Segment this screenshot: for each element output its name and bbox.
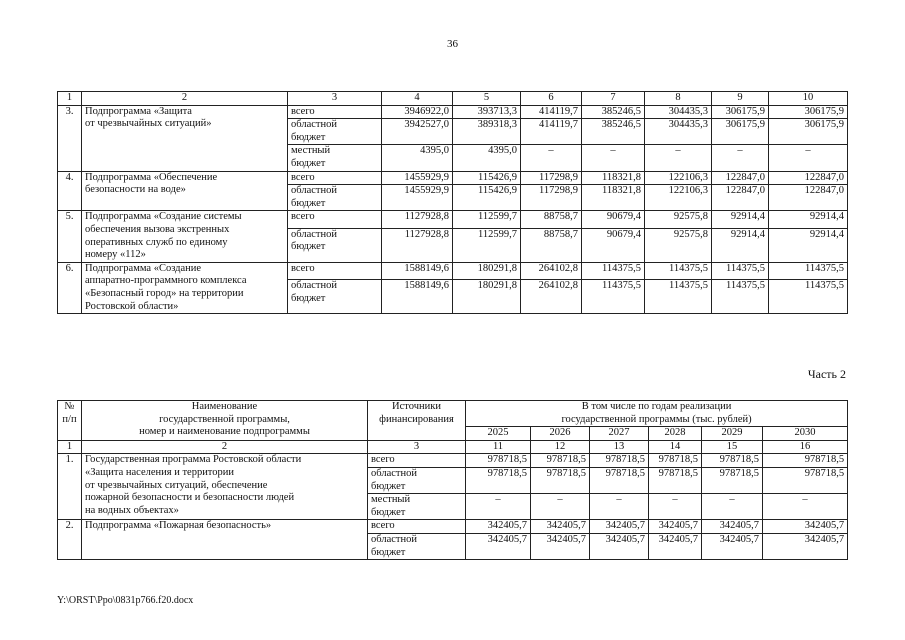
- amount-cell: 393713,3: [453, 105, 521, 119]
- amount-cell: 112599,7: [453, 228, 521, 262]
- column-index: 2: [82, 440, 368, 454]
- table-row: [58, 454, 848, 468]
- row-number: 5.: [58, 211, 82, 262]
- amount-cell: 1455929,9: [382, 171, 453, 185]
- funding-source: областной бюджет: [288, 280, 382, 314]
- table-row: [58, 520, 848, 534]
- amount-cell: 114375,5: [712, 262, 769, 280]
- amount-cell: 389318,3: [453, 119, 521, 145]
- amount-cell: 114375,5: [645, 262, 712, 280]
- funding-table-part-2: [57, 400, 848, 560]
- amount-cell: 978718,5: [590, 467, 649, 493]
- program-name: Государственная программа Ростовской области «Защита населения и территории от чрезвычайных ситуаций, обеспечение пожарной безопасности и безопасности людей на водных объектах»: [82, 454, 368, 520]
- part-title: Часть 2: [807, 367, 846, 381]
- program-name: Подпрограмма «Создание аппаратно-программного комплекса «Безопасный город» на территории Ростовской области»: [82, 262, 288, 313]
- funding-source: местный бюджет: [288, 145, 382, 171]
- funding-source: областной бюджет: [288, 119, 382, 145]
- program-name: Подпрограмма «Обеспечение безопасности на воде»: [82, 171, 288, 211]
- amount-cell: 1588149,6: [382, 280, 453, 314]
- amount-cell: 342405,7: [702, 533, 763, 559]
- table-row: [58, 92, 848, 106]
- amount-cell: –: [590, 494, 649, 520]
- amount-cell: 414119,7: [521, 119, 582, 145]
- amount-cell: –: [702, 494, 763, 520]
- amount-cell: –: [763, 494, 848, 520]
- amount-cell: 978718,5: [649, 467, 702, 493]
- amount-cell: 114375,5: [582, 262, 645, 280]
- amount-cell: 92914,4: [712, 211, 769, 229]
- amount-cell: –: [712, 145, 769, 171]
- funding-source: всего: [368, 454, 466, 468]
- amount-cell: 385246,5: [582, 119, 645, 145]
- row-number: 4.: [58, 171, 82, 211]
- amount-cell: 264102,8: [521, 280, 582, 314]
- header-source: Источники финансирования: [368, 401, 466, 441]
- amount-cell: 88758,7: [521, 211, 582, 229]
- column-index: 16: [763, 440, 848, 454]
- column-index: 2: [82, 92, 288, 106]
- amount-cell: 117298,9: [521, 185, 582, 211]
- header-years-title: В том числе по годам реализации государственной программы (тыс. рублей): [466, 401, 848, 427]
- amount-cell: 342405,7: [466, 520, 531, 534]
- amount-cell: 118321,8: [582, 171, 645, 185]
- amount-cell: 92914,4: [769, 211, 848, 229]
- funding-source: всего: [368, 520, 466, 534]
- column-index: 15: [702, 440, 763, 454]
- table-row: [58, 440, 848, 454]
- column-index: 11: [466, 440, 531, 454]
- amount-cell: 342405,7: [702, 520, 763, 534]
- amount-cell: 118321,8: [582, 185, 645, 211]
- amount-cell: 978718,5: [590, 454, 649, 468]
- column-index: 6: [521, 92, 582, 106]
- amount-cell: 114375,5: [769, 262, 848, 280]
- column-index: 1: [58, 92, 82, 106]
- amount-cell: 978718,5: [466, 467, 531, 493]
- amount-cell: 342405,7: [531, 533, 590, 559]
- amount-cell: 342405,7: [590, 520, 649, 534]
- funding-table-part-1: [57, 91, 848, 314]
- header-year: 2027: [590, 427, 649, 441]
- column-index: 10: [769, 92, 848, 106]
- amount-cell: 306175,9: [712, 105, 769, 119]
- amount-cell: 115426,9: [453, 171, 521, 185]
- column-index: 3: [368, 440, 466, 454]
- amount-cell: 92914,4: [712, 228, 769, 262]
- amount-cell: 978718,5: [702, 467, 763, 493]
- table-row: [58, 105, 848, 119]
- funding-source: областной бюджет: [288, 228, 382, 262]
- amount-cell: 414119,7: [521, 105, 582, 119]
- amount-cell: 306175,9: [712, 119, 769, 145]
- program-name: Подпрограмма «Защита от чрезвычайных ситуаций»: [82, 105, 288, 171]
- amount-cell: 978718,5: [466, 454, 531, 468]
- amount-cell: 385246,5: [582, 105, 645, 119]
- header-year: 2026: [531, 427, 590, 441]
- amount-cell: 304435,3: [645, 105, 712, 119]
- amount-cell: 342405,7: [649, 533, 702, 559]
- amount-cell: 306175,9: [769, 119, 848, 145]
- amount-cell: 3942527,0: [382, 119, 453, 145]
- amount-cell: 978718,5: [763, 454, 848, 468]
- amount-cell: 978718,5: [531, 454, 590, 468]
- amount-cell: 342405,7: [763, 520, 848, 534]
- row-number: 3.: [58, 105, 82, 171]
- table-row: [58, 262, 848, 280]
- amount-cell: 180291,8: [453, 280, 521, 314]
- amount-cell: –: [531, 494, 590, 520]
- program-name: Подпрограмма «Создание системы обеспечения вызова экстренных оперативных служб по единому номеру «112»: [82, 211, 288, 262]
- table-row: [58, 211, 848, 229]
- amount-cell: 1127928,8: [382, 211, 453, 229]
- amount-cell: –: [466, 494, 531, 520]
- funding-source: местный бюджет: [368, 494, 466, 520]
- column-index: 4: [382, 92, 453, 106]
- amount-cell: 342405,7: [649, 520, 702, 534]
- amount-cell: 342405,7: [531, 520, 590, 534]
- amount-cell: 122847,0: [769, 185, 848, 211]
- amount-cell: 180291,8: [453, 262, 521, 280]
- footer-file-path: Y:\ORST\Ppo\0831p766.f20.docx: [57, 595, 194, 606]
- amount-cell: 122847,0: [712, 171, 769, 185]
- amount-cell: 1588149,6: [382, 262, 453, 280]
- amount-cell: –: [769, 145, 848, 171]
- amount-cell: 92575,8: [645, 211, 712, 229]
- amount-cell: 342405,7: [466, 533, 531, 559]
- column-index: 9: [712, 92, 769, 106]
- amount-cell: 4395,0: [453, 145, 521, 171]
- amount-cell: 3946922,0: [382, 105, 453, 119]
- funding-source: областной бюджет: [368, 533, 466, 559]
- header-year: 2028: [649, 427, 702, 441]
- amount-cell: 114375,5: [712, 280, 769, 314]
- column-index: 8: [645, 92, 712, 106]
- table-row: [58, 401, 848, 427]
- amount-cell: 304435,3: [645, 119, 712, 145]
- header-name: Наименование государственной программы, номер и наименование подпрограммы: [82, 401, 368, 441]
- amount-cell: 122106,3: [645, 171, 712, 185]
- funding-source: всего: [288, 262, 382, 280]
- table-row: [58, 171, 848, 185]
- amount-cell: 122847,0: [712, 185, 769, 211]
- row-number: 2.: [58, 520, 82, 560]
- amount-cell: –: [645, 145, 712, 171]
- column-index: 3: [288, 92, 382, 106]
- amount-cell: 92575,8: [645, 228, 712, 262]
- header-year: 2029: [702, 427, 763, 441]
- header-year: 2025: [466, 427, 531, 441]
- page-number: 36: [447, 38, 458, 50]
- amount-cell: 978718,5: [763, 467, 848, 493]
- program-name: Подпрограмма «Пожарная безопасность»: [82, 520, 368, 560]
- amount-cell: 1127928,8: [382, 228, 453, 262]
- amount-cell: 342405,7: [590, 533, 649, 559]
- amount-cell: –: [521, 145, 582, 171]
- funding-source: всего: [288, 105, 382, 119]
- column-index: 13: [590, 440, 649, 454]
- row-number: 1.: [58, 454, 82, 520]
- column-index: 14: [649, 440, 702, 454]
- column-index: 1: [58, 440, 82, 454]
- amount-cell: 978718,5: [531, 467, 590, 493]
- amount-cell: 117298,9: [521, 171, 582, 185]
- amount-cell: 90679,4: [582, 228, 645, 262]
- amount-cell: –: [582, 145, 645, 171]
- amount-cell: 92914,4: [769, 228, 848, 262]
- amount-cell: 114375,5: [582, 280, 645, 314]
- amount-cell: 264102,8: [521, 262, 582, 280]
- amount-cell: 115426,9: [453, 185, 521, 211]
- amount-cell: 978718,5: [702, 454, 763, 468]
- column-index: 7: [582, 92, 645, 106]
- amount-cell: 122847,0: [769, 171, 848, 185]
- amount-cell: –: [649, 494, 702, 520]
- header-number: № п/п: [58, 401, 82, 441]
- column-index: 12: [531, 440, 590, 454]
- funding-source: всего: [288, 211, 382, 229]
- amount-cell: 1455929,9: [382, 185, 453, 211]
- funding-source: всего: [288, 171, 382, 185]
- funding-source: областной бюджет: [368, 467, 466, 493]
- amount-cell: 88758,7: [521, 228, 582, 262]
- amount-cell: 90679,4: [582, 211, 645, 229]
- amount-cell: 114375,5: [645, 280, 712, 314]
- column-index: 5: [453, 92, 521, 106]
- amount-cell: 112599,7: [453, 211, 521, 229]
- amount-cell: 114375,5: [769, 280, 848, 314]
- funding-source: областной бюджет: [288, 185, 382, 211]
- amount-cell: 978718,5: [649, 454, 702, 468]
- header-year: 2030: [763, 427, 848, 441]
- row-number: 6.: [58, 262, 82, 313]
- amount-cell: 306175,9: [769, 105, 848, 119]
- amount-cell: 122106,3: [645, 185, 712, 211]
- amount-cell: 342405,7: [763, 533, 848, 559]
- amount-cell: 4395,0: [382, 145, 453, 171]
